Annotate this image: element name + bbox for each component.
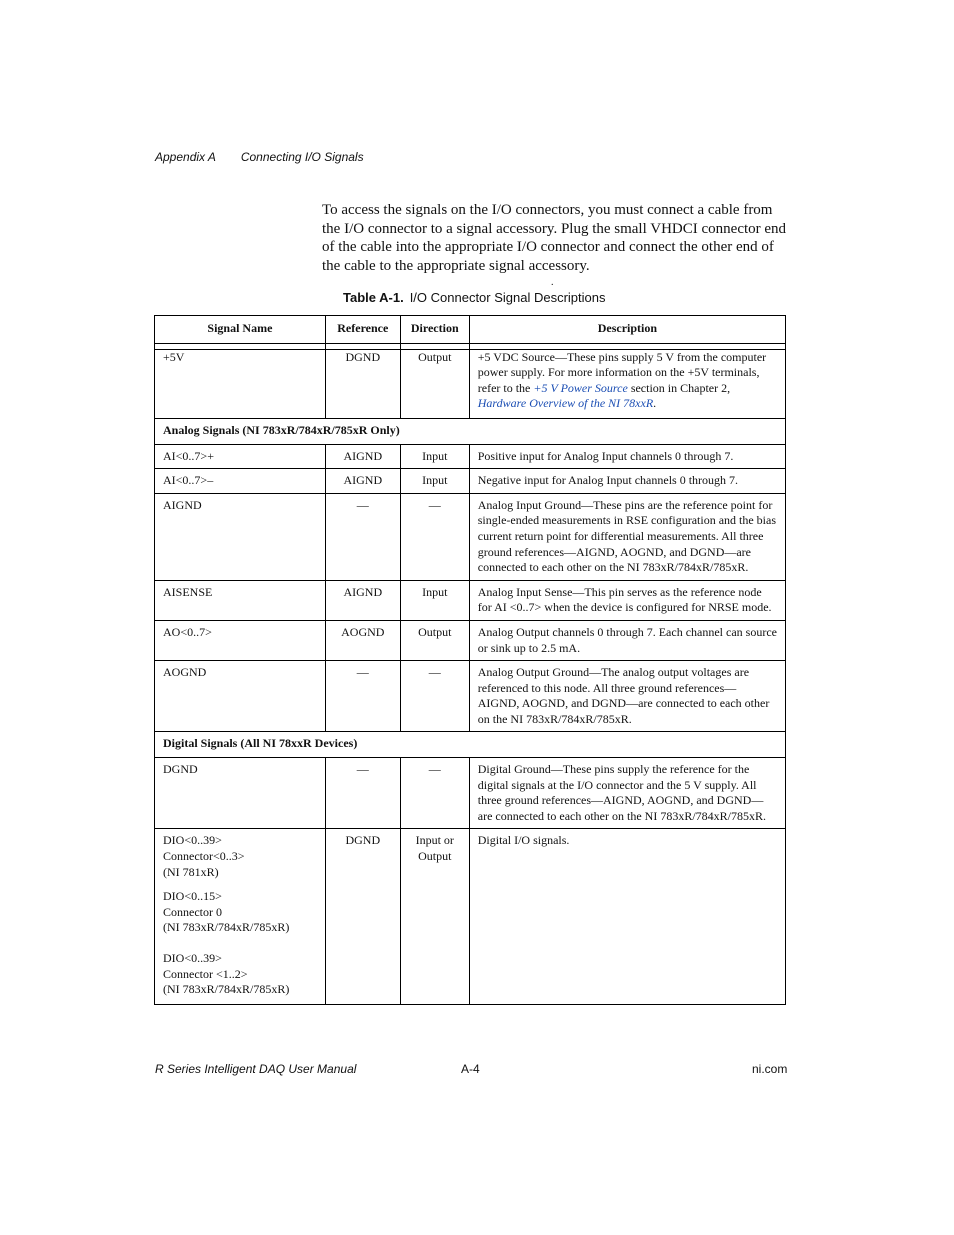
section-title-digital: Digital Signals (All NI 78xxR Devices) [155, 732, 786, 758]
desc-text: section in Chapter 2, [627, 380, 731, 395]
signal-name: AO<0..7> [155, 620, 326, 660]
signal-direction: Output [400, 620, 469, 660]
chapter-title: Connecting I/O Signals [240, 150, 364, 164]
table-caption [343, 290, 606, 305]
power-source-link[interactable]: +5 V Power Source [533, 380, 628, 395]
table-row [155, 829, 786, 1004]
signal-name: +5V [155, 349, 326, 418]
signal-description: Analog Input Sense—This pin serves as the reference node for AI <0..7> when the device is configured for NRSE mode. [469, 580, 785, 620]
signal-reference: DGND [325, 829, 400, 1004]
table-caption-label: Table A-1. [343, 290, 404, 305]
signal-reference: AIGND [325, 444, 400, 469]
dio-name-line: DIO<0..39> [163, 951, 222, 965]
signal-reference: — [325, 493, 400, 580]
table-row [155, 620, 786, 660]
signal-direction: Input [400, 444, 469, 469]
signal-direction: — [400, 661, 469, 732]
footer-website: ni.com [752, 1062, 788, 1076]
dio-name-line: Connector <1..2> [163, 966, 248, 981]
signal-direction: Input [400, 580, 469, 620]
header-description: Description [469, 316, 785, 344]
table-caption-title: I/O Connector Signal Descriptions [409, 290, 606, 305]
signal-name: AISENSE [155, 580, 326, 620]
dio-name-line: (NI 783xR/784xR/785xR) [163, 920, 290, 935]
signal-name: AOGND [155, 661, 326, 732]
appendix-label: Appendix A [155, 150, 216, 164]
signal-description [469, 349, 785, 418]
signal-direction: — [400, 758, 469, 829]
table-header-row [155, 316, 786, 344]
stray-mark: . [551, 277, 554, 288]
section-title-analog: Analog Signals (NI 783xR/784xR/785xR Only) [155, 418, 786, 444]
running-header [155, 150, 364, 164]
desc-text: +5 VDC Source—These pins supply 5 V from the computer power supply. For more information on the +5V terminals, refer to the [477, 349, 767, 395]
signal-description: Negative input for Analog Input channels 0 through 7. [469, 469, 785, 494]
footer-page-number: A-4 [461, 1062, 480, 1076]
section-row-analog [155, 418, 786, 444]
signal-description: Positive input for Analog Input channels 0 through 7. [469, 444, 785, 469]
dio-name-line: Connector 0 [163, 904, 222, 919]
signal-description: Analog Output Ground—The analog output voltages are referenced to this node. All three ground references—AIGND, AOGND, and DGND—are connected to each other on the NI 783xR/784xR/785xR. [469, 661, 785, 732]
signal-description: Digital I/O signals. [469, 829, 785, 1004]
signal-direction: Input [400, 469, 469, 494]
table-row [155, 349, 786, 418]
table-row [155, 469, 786, 494]
footer-manual-title: R Series Intelligent DAQ User Manual [155, 1062, 357, 1076]
table-row [155, 493, 786, 580]
signal-direction: — [400, 493, 469, 580]
dio-name-line: (NI 783xR/784xR/785xR) [163, 982, 290, 997]
signal-description: Analog Output channels 0 through 7. Each channel can source or sink up to 2.5 mA. [469, 620, 785, 660]
dio-name-line: DIO<0..15> [163, 889, 222, 904]
desc-text: . [653, 396, 657, 411]
signal-reference: — [325, 758, 400, 829]
table-row [155, 444, 786, 469]
dio-name-line: DIO<0..39> [163, 833, 222, 848]
signal-reference: AIGND [325, 469, 400, 494]
signal-table [154, 315, 786, 1005]
signal-description: Analog Input Ground—These pins are the reference point for single-ended measurements in RSE configuration and the bias current return point for differential measurements. All three ground references—AIGND, AOGND, and DGND—are connected to each other on the NI 783xR/784xR/785xR. [469, 493, 785, 580]
signal-reference: AIGND [325, 580, 400, 620]
table-row [155, 661, 786, 732]
signal-reference: DGND [325, 349, 400, 418]
section-row-digital [155, 732, 786, 758]
header-direction: Direction [400, 316, 469, 344]
signal-reference: — [325, 661, 400, 732]
signal-direction: Output [400, 349, 469, 418]
hardware-overview-link[interactable]: Hardware Overview of the NI 78xxR [477, 396, 654, 411]
intro-paragraph: To access the signals on the I/O connectors, you must connect a cable from the I/O connector to a signal accessory. Plug the small VHDCI connector end of the cable into the appropriate I/O connector and connect the other end of the cable to the appropriate signal accessory. [322, 202, 787, 274]
signal-name: AIGND [155, 493, 326, 580]
header-signal-name: Signal Name [155, 316, 326, 344]
signal-name: AI<0..7>– [155, 469, 326, 494]
table-row [155, 580, 786, 620]
direction-line: Input or [415, 833, 454, 848]
signal-name [155, 829, 326, 1004]
signal-name: AI<0..7>+ [155, 444, 326, 469]
direction-line: Output [418, 849, 452, 864]
signal-description: Digital Ground—These pins supply the reference for the digital signals at the I/O connector and the 5 V supply. All three ground references—AIGND, AOGND, and DGND—are connected to each other on the NI 783xR/784xR/785xR. [469, 758, 785, 829]
dio-name-line: Connector<0..3> [163, 849, 245, 864]
dio-name-line: (NI 781xR) [163, 864, 219, 879]
header-reference: Reference [325, 316, 400, 344]
signal-reference: AOGND [325, 620, 400, 660]
signal-direction [400, 829, 469, 1004]
table-row [155, 758, 786, 829]
signal-name: DGND [155, 758, 326, 829]
